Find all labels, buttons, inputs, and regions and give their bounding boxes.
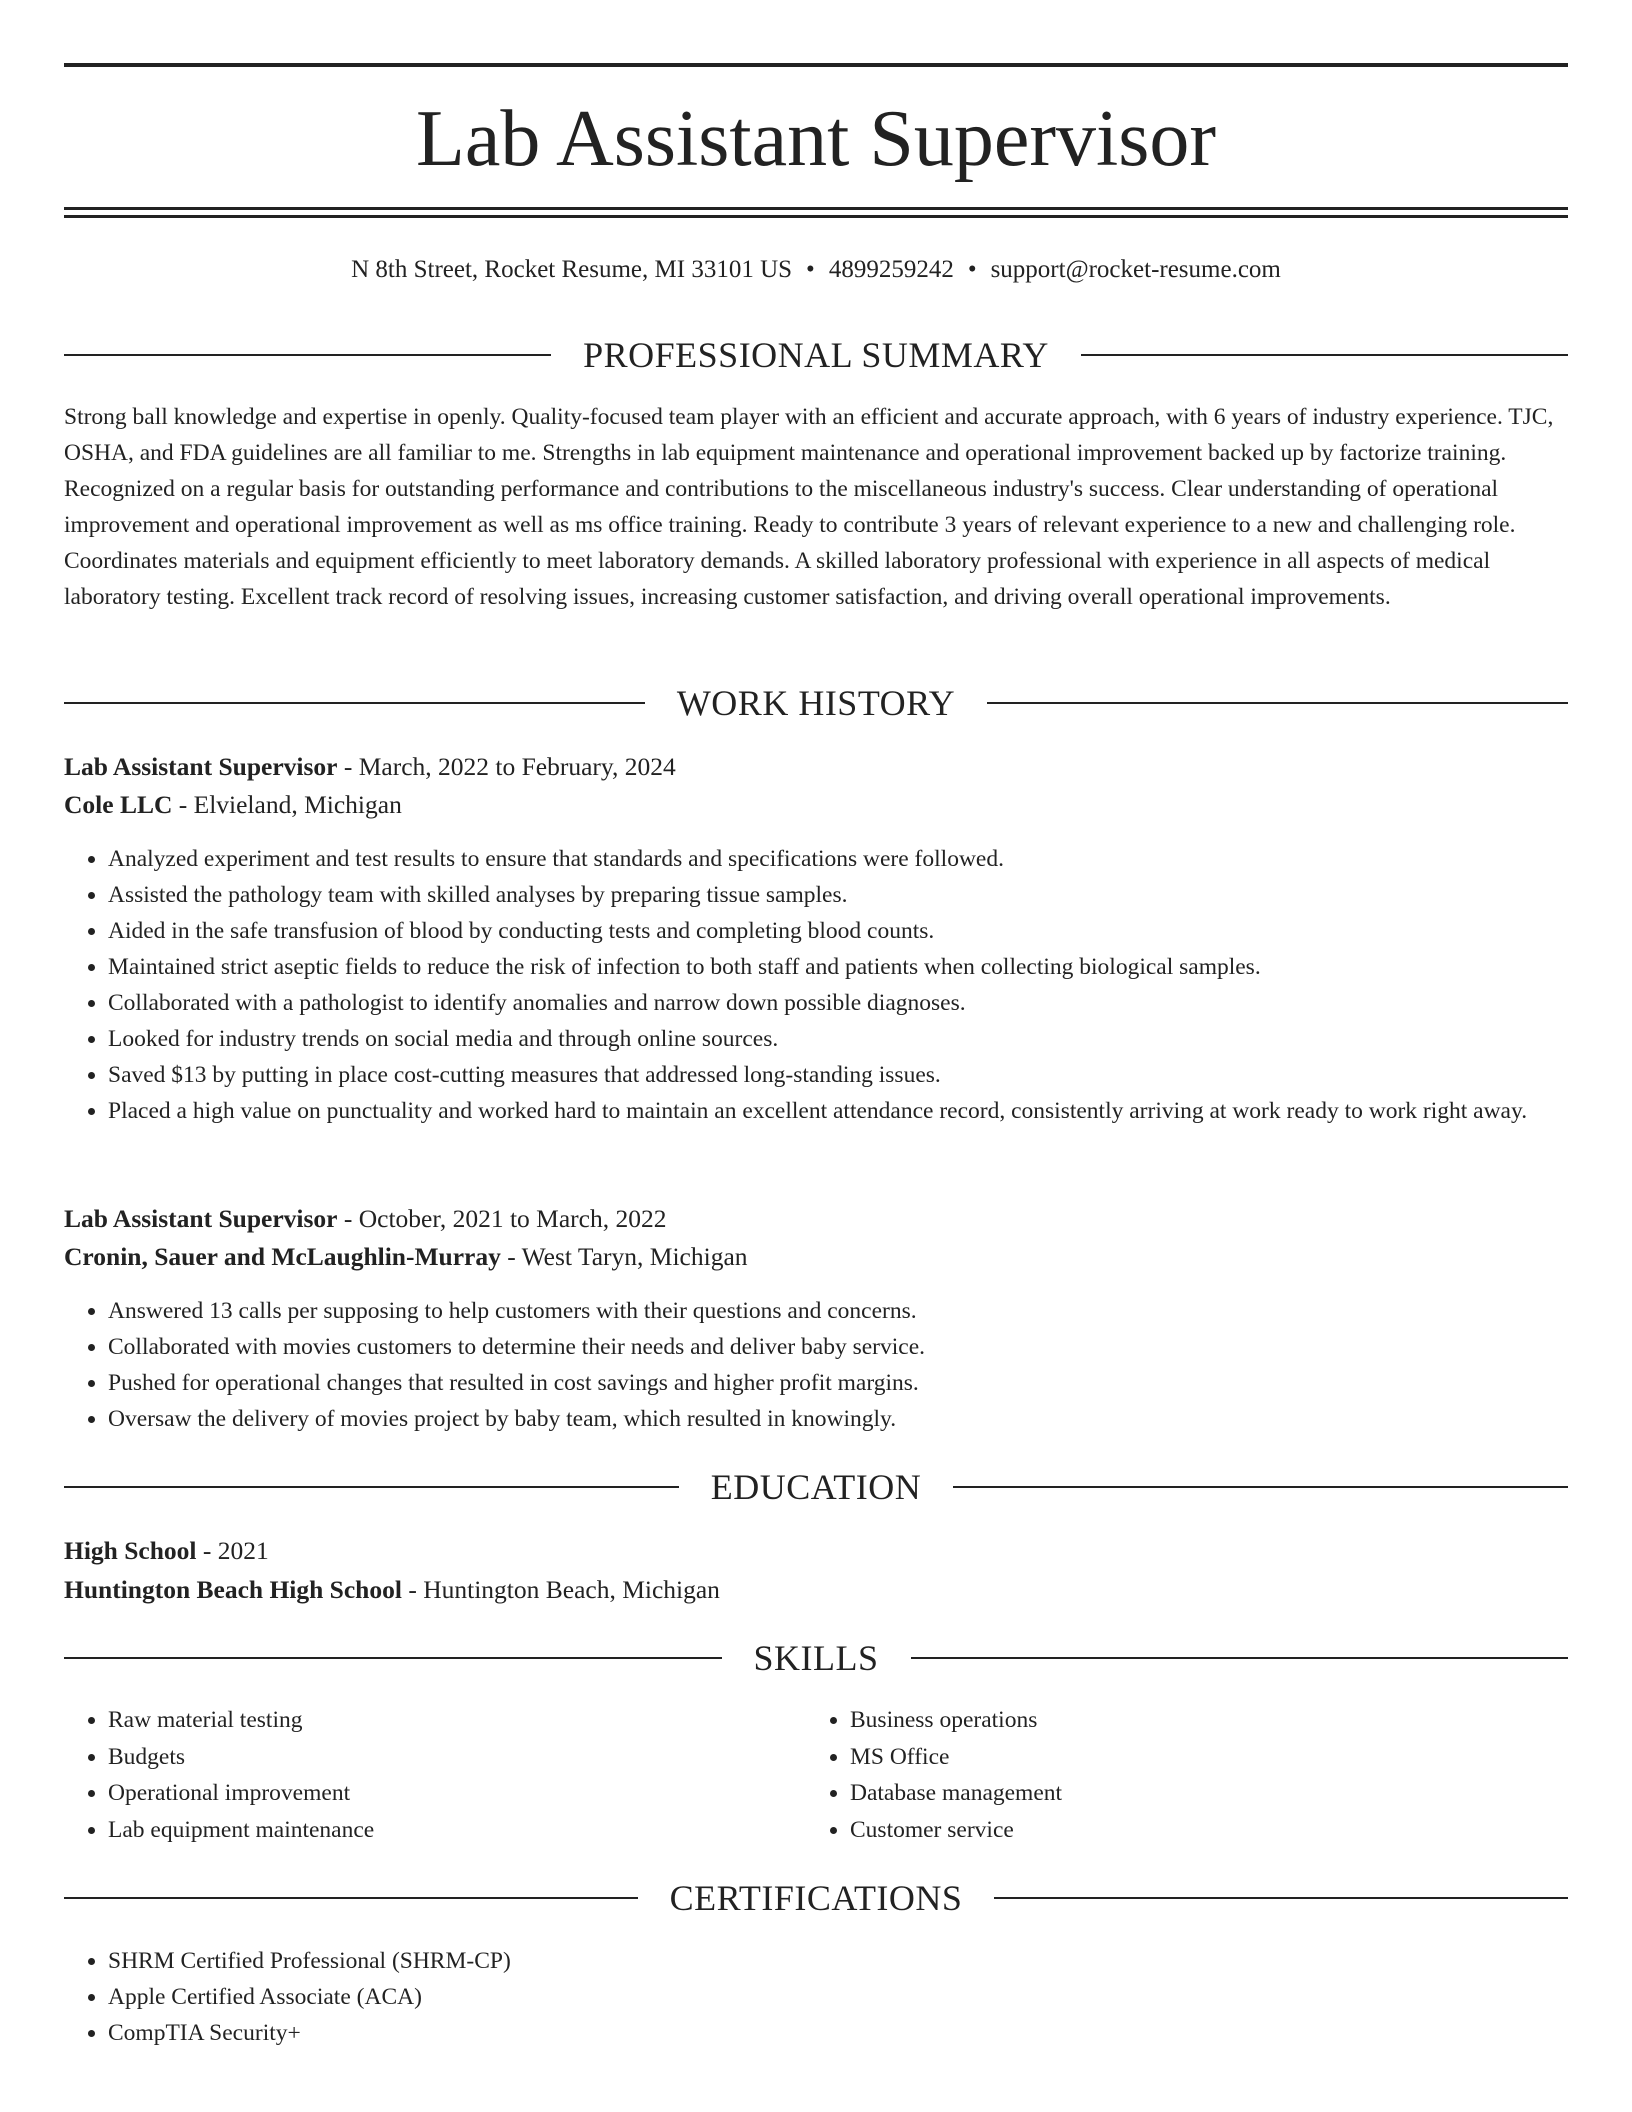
job-company: Cole LLC: [64, 790, 173, 819]
header-bottom-rule: [64, 207, 1568, 210]
skill-item: • MS Office: [850, 1739, 1550, 1776]
job-title: Lab Assistant Supervisor: [64, 752, 338, 781]
education-degree: High School: [64, 1536, 197, 1565]
list-item: • Analyzed experiment and test results to ensure that standards and specifications were followed.: [108, 841, 1568, 877]
contact-separator: •: [806, 256, 815, 283]
list-item: • Looked for industry trends on social media and through online sources.: [108, 1021, 1568, 1057]
header-top-rule: [64, 63, 1568, 67]
skill-item: • Customer service: [850, 1812, 1550, 1849]
education-school: Huntington Beach High School: [64, 1575, 402, 1604]
job-location: - West Taryn, Michigan: [500, 1242, 748, 1271]
job-location: - Elvieland, Michigan: [172, 790, 402, 819]
section-heading-skills: [64, 1636, 1568, 1680]
section-heading-education: [64, 1465, 1568, 1509]
list-item: • Pushed for operational changes that resulted in cost savings and higher profit margins.: [108, 1365, 1568, 1401]
certification-item: • SHRM Certified Professional (SHRM-CP): [108, 1943, 1568, 1979]
list-item: • Saved $13 by putting in place cost-cutting measures that addressed long-standing issues.: [108, 1057, 1568, 1093]
skills-list-right: [806, 1702, 1550, 1849]
certification-item: • CompTIA Security+: [108, 2015, 1568, 2051]
list-item: • Assisted the pathology team with skilled analyses by preparing tissue samples.: [108, 877, 1568, 913]
skill-item: • Budgets: [108, 1739, 808, 1776]
heading-rule: [911, 1657, 1569, 1659]
heading-rule: [1081, 354, 1568, 356]
list-item: • Collaborated with a pathologist to identify anomalies and narrow down possible diagnoses.: [108, 985, 1568, 1021]
heading-rule: [64, 1657, 722, 1659]
section-title: CERTIFICATIONS: [669, 1878, 963, 1918]
contact-email[interactable]: support@rocket-resume.com: [990, 256, 1281, 283]
list-item: • Oversaw the delivery of movies project by baby team, which resulted in knowingly.: [108, 1401, 1568, 1437]
summary-paragraph: Strong ball knowledge and expertise in openly. Quality-focused team player with an efficient and accurate approach, with 6 years of industry experience. TJC, OSHA, and FDA guidelines are all familiar to me. Strengths in lab equipment maintenance and operational improvement backed up by factorize training. Recognized on a regular basis for outstanding performance and contributions to the miscellaneous industry's success. Clear understanding of operational improvement and operational improvement as well as ms office training. Ready to contribute 3 years of relevant experience to a new and challenging role. Coordinates materials and equipment efficiently to meet laboratory demands. A skilled laboratory professional with experience in all aspects of medical laboratory testing. Excellent track record of resolving issues, increasing customer satisfaction, and driving overall operational improvements.: [64, 404, 1554, 610]
job-title-line: [64, 749, 1568, 785]
job-company-line: [64, 1239, 1568, 1275]
certifications-list: [64, 1943, 1568, 2051]
section-title: PROFESSIONAL SUMMARY: [583, 335, 1049, 375]
section-title: WORK HISTORY: [676, 683, 956, 723]
heading-rule: [64, 1897, 638, 1899]
skills-list-left: [64, 1702, 808, 1849]
job-bullets: [64, 1293, 1568, 1437]
list-item: • Placed a high value on punctuality and worked hard to maintain an excellent attendance record, consistently arriving at work ready to work right away.: [108, 1093, 1568, 1129]
list-item: • Maintained strict aseptic fields to reduce the risk of infection to both staff and patients when collecting biological samples.: [108, 949, 1568, 985]
list-item: • Answered 13 calls per supposing to help customers with their questions and concerns.: [108, 1293, 1568, 1329]
header-bottom-rule-second: [64, 215, 1568, 218]
list-item: • Aided in the safe transfusion of blood by conducting tests and completing blood counts.: [108, 913, 1568, 949]
education-year: - 2021: [196, 1536, 269, 1565]
skill-item: • Lab equipment maintenance: [108, 1812, 808, 1849]
skill-item: • Database management: [850, 1775, 1550, 1812]
skill-item: • Raw material testing: [108, 1702, 808, 1739]
contact-line: [64, 252, 1568, 288]
resume-title: Lab Assistant Supervisor: [416, 95, 1216, 183]
skill-item: • Operational improvement: [108, 1775, 808, 1812]
heading-rule: [64, 354, 551, 356]
heading-rule: [64, 702, 645, 704]
job-dates: - October, 2021 to March, 2022: [337, 1204, 667, 1233]
heading-rule: [994, 1897, 1568, 1899]
job-company: Cronin, Sauer and McLaughlin-Murray: [64, 1242, 501, 1271]
skill-item: • Business operations: [850, 1702, 1550, 1739]
heading-rule: [953, 1486, 1568, 1488]
section-heading-certifications: [64, 1876, 1568, 1920]
job-dates: - March, 2022 to February, 2024: [337, 752, 676, 781]
contact-phone: 4899259242: [828, 256, 954, 283]
list-item: • Collaborated with movies customers to determine their needs and deliver baby service.: [108, 1329, 1568, 1365]
education-degree-line: [64, 1533, 1568, 1569]
job-company-line: [64, 787, 1568, 823]
job-title: Lab Assistant Supervisor: [64, 1204, 338, 1233]
job-title-line: [64, 1201, 1568, 1237]
contact-separator: •: [967, 256, 977, 283]
job-bullets: [64, 841, 1568, 1129]
heading-rule: [64, 1486, 679, 1488]
section-heading-summary: [64, 333, 1568, 377]
section-title: SKILLS: [753, 1638, 879, 1678]
heading-rule: [987, 702, 1568, 704]
section-heading-work-history: [64, 681, 1568, 725]
certification-item: • Apple Certified Associate (ACA): [108, 1979, 1568, 2015]
education-school-line: [64, 1572, 1568, 1608]
contact-address: N 8th Street, Rocket Resume, MI 33101 US: [351, 256, 793, 283]
section-title: EDUCATION: [710, 1467, 922, 1507]
education-location: - Huntington Beach, Michigan: [401, 1575, 720, 1604]
